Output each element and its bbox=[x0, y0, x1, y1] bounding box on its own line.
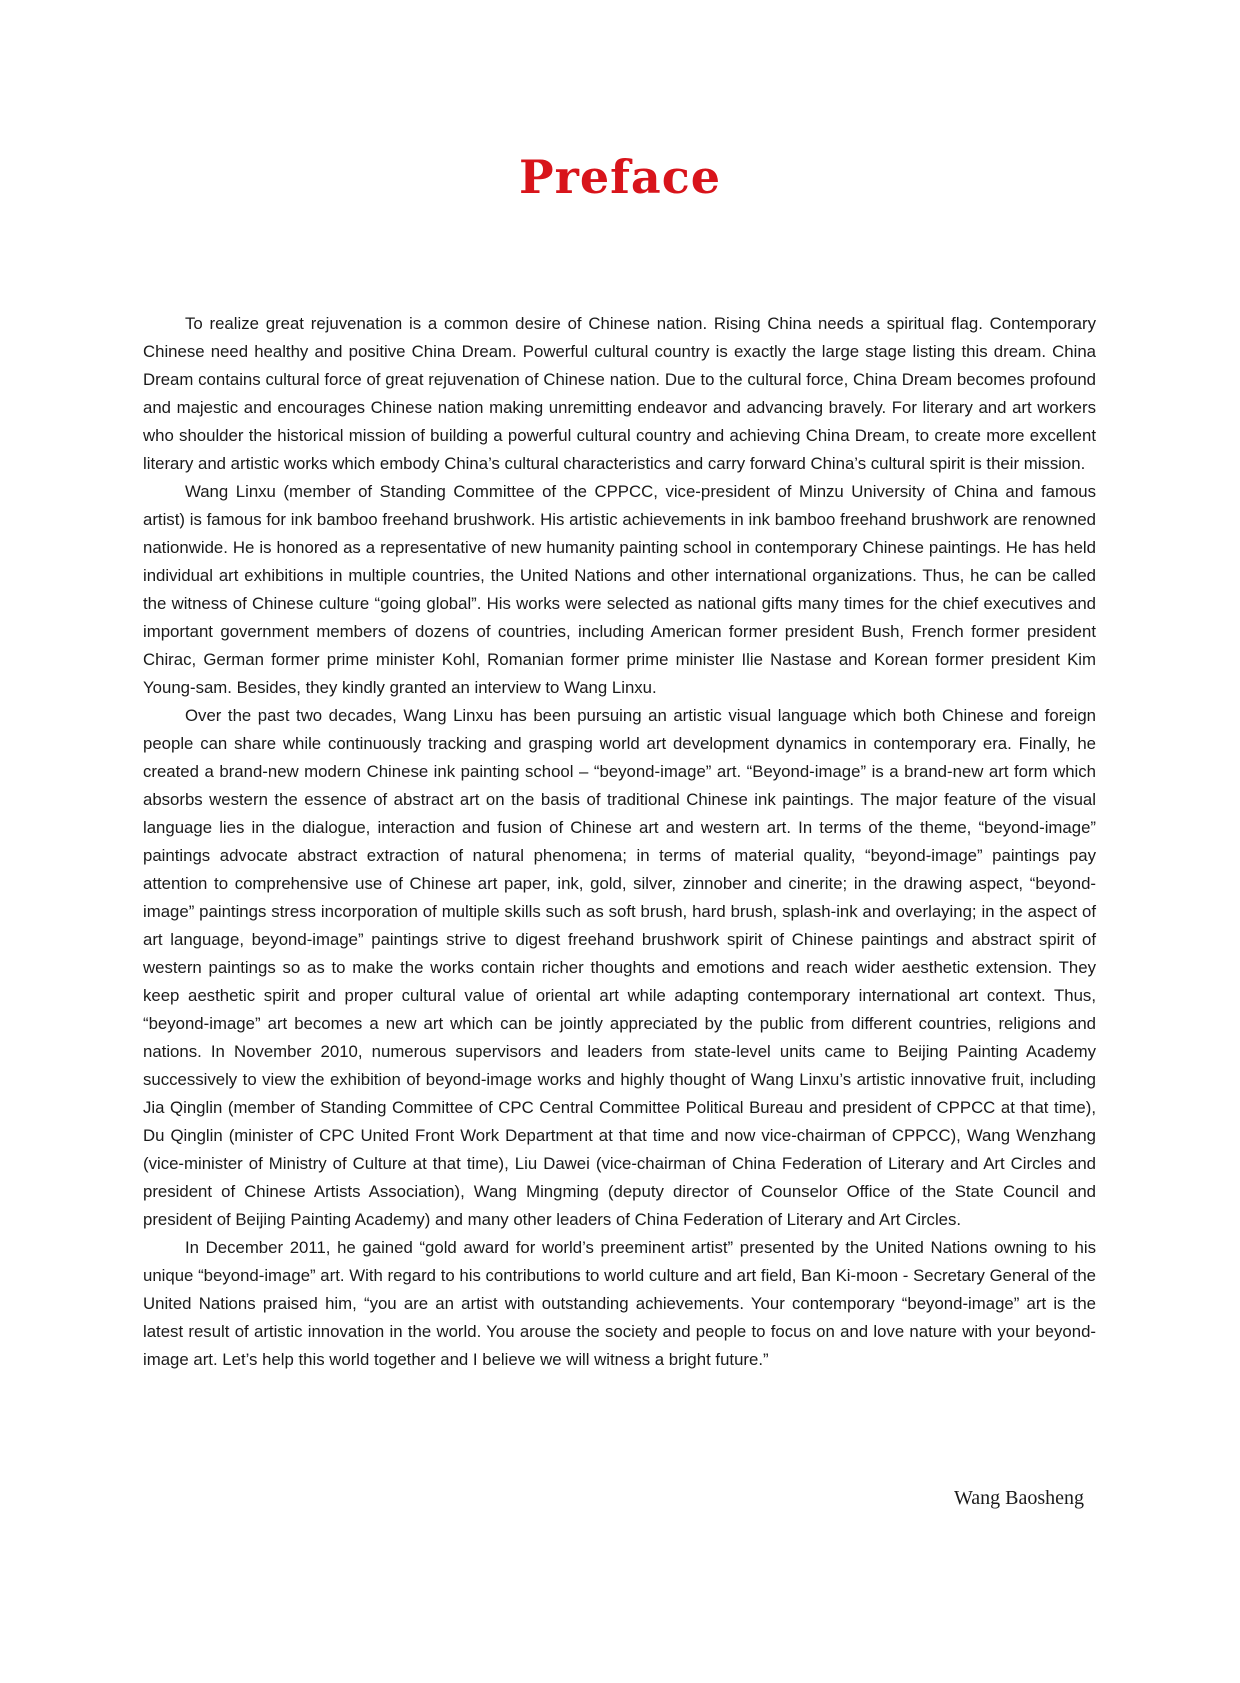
paragraph: To realize great rejuvenation is a common desire of Chinese nation. Rising China needs a spiritual flag. Contemporary Chinese need healthy and positive China Dream. Powerful cultural country is exactly the large stage listing this dream. China Dream contains cultural force of great rejuvenation of Chinese nation. Due to the cultural force, China Dream becomes profound and majestic and encourages Chinese nation making unremitting endeavor and advancing bravely. For literary and art workers who shoulder the historical mission of building a powerful cultural country and achieving China Dream, to create more excellent literary and artistic works which embody China’s cultural characteristics and carry forward China’s cultural spirit is their mission. bbox=[143, 314, 1096, 473]
author-signature: Wang Baosheng bbox=[953, 1487, 1084, 1509]
paragraph: In December 2011, he gained “gold award for world’s preeminent artist” presented by the United Nations owning to his unique “beyond-image” art. With regard to his contributions to world culture and art field, Ban Ki-moon - Secretary General of the United Nations praised him, “you are an artist with outstanding achievements. Your contemporary “beyond-image” art is the latest result of artistic innovation in the world. You arouse the society and people to focus on and love nature with your beyond-image art. Let’s help this world together and I believe we will witness a bright future.” bbox=[143, 1238, 1096, 1369]
paragraph: Over the past two decades, Wang Linxu has been pursuing an artistic visual language which both Chinese and foreign people can share while continuously tracking and grasping world art development dynamics in contemporary era. Finally, he created a brand-new modern Chinese ink painting school – “beyond-image” art. “Beyond-image” is a brand-new art form which absorbs western the essence of abstract art on the basis of traditional Chinese ink paintings. The major feature of the visual language lies in the dialogue, interaction and fusion of Chinese art and western art. In terms of the theme, “beyond-image” paintings advocate abstract extraction of natural phenomena; in terms of material quality, “beyond-image” paintings pay attention to comprehensive use of Chinese art paper, ink, gold, silver, zinnober and cinerite; in the drawing aspect, “beyond-image” paintings stress incorporation of multiple skills such as soft brush, hard brush, splash-ink and overlaying; in the aspect of art language, beyond-image” paintings strive to digest freehand brushwork spirit of Chinese paintings and abstract spirit of western paintings so as to make the works contain richer thoughts and emotions and reach wider aesthetic extension. They keep aesthetic spirit and proper cultural value of oriental art while adapting contemporary international art context. Thus, “beyond-image” art becomes a new art which can be jointly appreciated by the public from different countries, religions and nations. In November 2010, numerous supervisors and leaders from state-level units came to Beijing Painting Academy successively to view the exhibition of beyond-image works and highly thought of Wang Linxu’s artistic innovative fruit, including Jia Qinglin (member of Standing Committee of CPC Central Committee Political Bureau and president of CPPCC at that time), Du Qinglin (minister of CPC United Front Work Department at that time and now vice-chairman of CPPCC), Wang Wenzhang (vice-minister of Ministry of Culture at that time), Liu Dawei (vice-chairman of China Federation of Literary and Art Circles and president of Chinese Artists Association), Wang Mingming (deputy director of Counselor Office of the State Council and president of Beijing Painting Academy) and many other leaders of China Federation of Literary and Art Circles. bbox=[143, 706, 1096, 1229]
page-title: Preface bbox=[519, 150, 721, 204]
paragraph: Wang Linxu (member of Standing Committee of the CPPCC, vice-president of Minzu University of China and famous artist) is famous for ink bamboo freehand brushwork. His artistic achievements in ink bamboo freehand brushwork are renowned nationwide. He is honored as a representative of new humanity painting school in contemporary Chinese paintings. He has held individual art exhibitions in multiple countries, the United Nations and other international organizations. Thus, he can be called the witness of Chinese culture “going global”. His works were selected as national gifts many times for the chief executives and important government members of dozens of countries, including American former president Bush, French former president Chirac, German former prime minister Kohl, Romanian former prime minister Ilie Nastase and Korean former president Kim Young-sam. Besides, they kindly granted an interview to Wang Linxu. bbox=[143, 482, 1096, 697]
preface-body bbox=[143, 310, 1096, 1374]
